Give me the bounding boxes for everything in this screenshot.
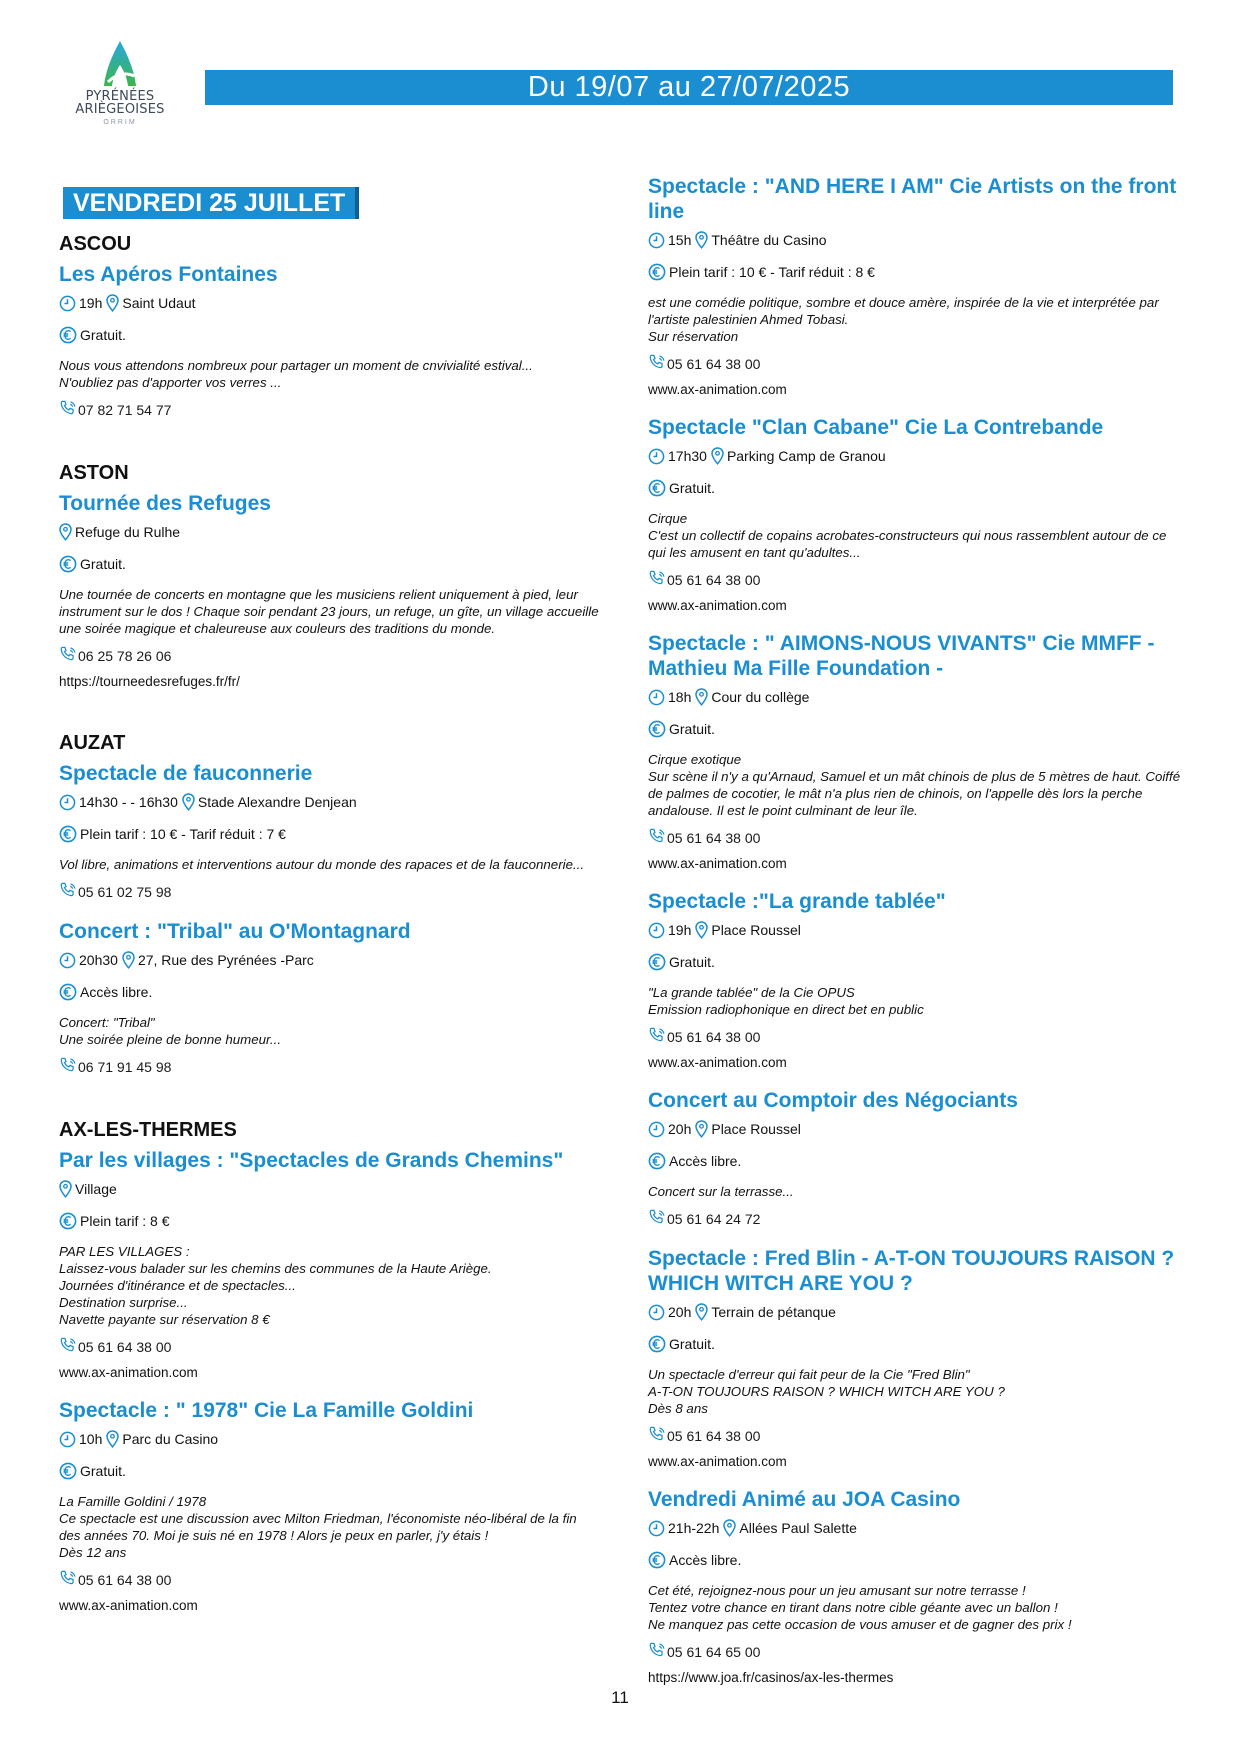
event-place: Allées Paul Salette xyxy=(739,1520,857,1536)
location-pin-icon xyxy=(106,294,119,312)
event-description: PAR LES VILLAGES : Laissez-vous balader sur les chemins des communes de la Haute Ariège. Journées d'itinérance et de spectacles... Destination surprise... Navette payante sur réservation 8 € xyxy=(59,1244,492,1327)
section-gap xyxy=(59,1094,599,1118)
event-title: Spectacle de fauconnerie xyxy=(59,762,313,785)
event-website-link[interactable]: www.ax-animation.com xyxy=(59,1598,198,1613)
event-price-row xyxy=(648,719,1182,739)
event-when-where xyxy=(59,1429,599,1449)
event-price-row xyxy=(648,262,1182,282)
event-description: Nous vous attendons nombreux pour partager un moment de cnvivialité estival... N'oubliez pas d'apporter vos verres ... xyxy=(59,358,533,390)
event-website-link[interactable]: www.ax-animation.com xyxy=(648,1454,787,1469)
event-time: 17h30 xyxy=(668,448,707,464)
event-when-where xyxy=(59,1179,599,1199)
event-title: Par les villages : "Spectacles de Grands Chemins" xyxy=(59,1149,564,1172)
event-phone-row xyxy=(59,399,599,421)
event-phone-row xyxy=(648,353,1182,375)
event-price: Plein tarif : 8 € xyxy=(80,1213,170,1229)
location-pin-icon xyxy=(122,951,135,969)
event-place: Cour du collège xyxy=(711,689,810,705)
event-price: Plein tarif : 10 € - Tarif réduit : 7 € xyxy=(80,826,286,842)
town-heading: AX-LES-THERMES xyxy=(59,1119,237,1141)
event-when-where xyxy=(648,230,1182,250)
event-phone[interactable]: 07 82 71 54 77 xyxy=(78,402,172,418)
event-phone-row xyxy=(59,881,599,903)
euro-icon xyxy=(648,953,666,971)
event-when-where xyxy=(648,446,1182,466)
event-description: Cirque C'est un collectif de copains acrobates-constructeurs qui nous rassemblent autour de ce qui les amusent en tant qu'adultes... xyxy=(648,511,1167,560)
euro-icon xyxy=(648,263,666,281)
event-price-row xyxy=(59,325,599,345)
event-item xyxy=(59,761,599,903)
event-item xyxy=(59,491,599,691)
event-place: Saint Udaut xyxy=(122,295,196,311)
event-phone-row xyxy=(59,1056,599,1078)
day-heading: VENDREDI 25 JUILLET xyxy=(63,187,355,219)
event-when-where xyxy=(59,293,599,313)
location-pin-icon xyxy=(695,231,708,249)
clock-icon xyxy=(59,1431,76,1448)
clock-icon xyxy=(648,689,665,706)
location-pin-icon xyxy=(59,523,72,541)
event-title: Les Apéros Fontaines xyxy=(59,263,278,286)
phone-icon xyxy=(648,1208,667,1230)
event-title: Concert au Comptoir des Négociants xyxy=(648,1089,1018,1112)
event-website-link[interactable]: www.ax-animation.com xyxy=(648,598,787,613)
phone-icon xyxy=(648,353,667,375)
event-price-row xyxy=(59,554,599,574)
logo-mark-icon xyxy=(98,38,142,90)
event-time: 20h xyxy=(668,1121,692,1137)
event-description: Cet été, rejoignez-nous pour un jeu amusant sur notre terrasse ! Tentez votre chance en tirant dans notre cible géante avec un ballon ! Ne manquez pas cette occasion de vous amuser et de gagner des prix ! xyxy=(648,1583,1072,1632)
event-time: 18h xyxy=(668,689,692,705)
town-heading: AUZAT xyxy=(59,732,126,754)
event-place: Place Roussel xyxy=(711,1121,801,1137)
event-price: Gratuit. xyxy=(669,721,715,737)
location-pin-icon xyxy=(723,1519,736,1537)
event-title: Spectacle : Fred Blin - A-T-ON TOUJOURS RAISON ? WHICH WITCH ARE YOU ? xyxy=(648,1247,1175,1295)
phone-icon xyxy=(648,569,667,591)
page-number: 11 xyxy=(611,1688,629,1707)
event-phone[interactable]: 05 61 64 65 00 xyxy=(667,1644,761,1660)
euro-icon xyxy=(59,1462,77,1480)
phone-icon xyxy=(59,645,78,667)
event-phone-row xyxy=(59,1569,599,1591)
event-price-row xyxy=(59,1461,599,1481)
event-item xyxy=(648,415,1182,615)
clock-icon xyxy=(59,295,76,312)
event-phone-row xyxy=(648,569,1182,591)
event-item xyxy=(59,1148,599,1382)
section-gap xyxy=(59,707,599,731)
location-pin-icon xyxy=(695,1120,708,1138)
event-phone[interactable]: 05 61 64 38 00 xyxy=(667,572,761,588)
clock-icon xyxy=(648,1304,665,1321)
phone-icon xyxy=(59,881,78,903)
location-pin-icon xyxy=(106,1430,119,1448)
event-phone[interactable]: 05 61 64 24 72 xyxy=(667,1211,761,1227)
euro-icon xyxy=(59,983,77,1001)
event-description: Vol libre, animations et interventions autour du monde des rapaces et de la fauconnerie... xyxy=(59,857,585,872)
left-column xyxy=(59,232,599,1631)
date-range-banner: Du 19/07 au 27/07/2025 xyxy=(205,70,1173,105)
event-time: 20h30 xyxy=(79,952,118,968)
event-place: Parc du Casino xyxy=(122,1431,219,1447)
event-website-link[interactable]: www.ax-animation.com xyxy=(59,1365,198,1380)
section-gap xyxy=(59,437,599,461)
event-when-where xyxy=(648,687,1182,707)
euro-icon xyxy=(648,720,666,738)
event-price: Gratuit. xyxy=(80,1463,126,1479)
event-when-where xyxy=(648,920,1182,940)
event-phone-row xyxy=(648,1425,1182,1447)
event-price-row xyxy=(59,824,599,844)
phone-icon xyxy=(59,1056,78,1078)
event-description: La Famille Goldini / 1978 Ce spectacle est une discussion avec Milton Friedman, l'économiste néo-libéral de la fin des années 70. Moi je suis né en 1978 ! Alors je peux en parler, j'y étais ! Dès 12 ans xyxy=(59,1494,577,1560)
event-time: 19h xyxy=(79,295,103,311)
event-price: Plein tarif : 10 € - Tarif réduit : 8 € xyxy=(669,264,875,280)
event-item xyxy=(648,174,1182,399)
clock-icon xyxy=(648,1121,665,1138)
event-place: Parking Camp de Granou xyxy=(726,448,886,464)
event-when-where xyxy=(648,1518,1182,1538)
event-price: Gratuit. xyxy=(80,556,126,572)
event-price-row xyxy=(648,952,1182,972)
event-title: Vendredi Animé au JOA Casino xyxy=(648,1488,961,1511)
event-phone[interactable]: 05 61 64 38 00 xyxy=(667,830,761,846)
event-title: Spectacle :"La grande tablée" xyxy=(648,890,946,913)
clock-icon xyxy=(648,232,665,249)
event-place: Village xyxy=(75,1181,117,1197)
event-phone[interactable]: 06 71 91 45 98 xyxy=(78,1059,172,1075)
event-price: Gratuit. xyxy=(669,954,715,970)
event-title: Spectacle : "AND HERE I AM" Cie Artists on the front line xyxy=(648,175,1177,223)
event-phone[interactable]: 05 61 02 75 98 xyxy=(78,884,172,900)
event-website-link[interactable]: www.ax-animation.com xyxy=(648,1055,787,1070)
euro-icon xyxy=(59,326,77,344)
event-time: 21h-22h xyxy=(668,1520,720,1536)
clock-icon xyxy=(59,952,76,969)
event-phone-row xyxy=(648,1208,1182,1230)
event-phone[interactable]: 05 61 64 38 00 xyxy=(667,356,761,372)
event-place: Refuge du Rulhe xyxy=(75,524,181,540)
event-website-link[interactable]: www.ax-animation.com xyxy=(648,382,787,397)
event-price: Gratuit. xyxy=(80,327,126,343)
event-price: Accès libre. xyxy=(669,1153,742,1169)
logo-line-1: PYRÉNÉES xyxy=(85,89,155,104)
location-pin-icon xyxy=(59,1180,72,1198)
event-description: "La grande tablée" de la Cie OPUS Emission radiophonique en direct bet en public xyxy=(648,985,924,1017)
phone-icon xyxy=(648,1026,667,1048)
event-description: Concert: "Tribal" Une soirée pleine de bonne humeur... xyxy=(59,1015,282,1047)
clock-icon xyxy=(648,1520,665,1537)
phone-icon xyxy=(59,1336,78,1358)
event-description: Concert sur la terrasse... xyxy=(648,1184,794,1199)
event-time: 20h xyxy=(668,1304,692,1320)
event-title: Tournée des Refuges xyxy=(59,492,271,515)
location-pin-icon xyxy=(695,1303,708,1321)
event-website-link[interactable]: https://www.joa.fr/casinos/ax-les-thermes xyxy=(648,1670,894,1685)
location-pin-icon xyxy=(711,447,724,465)
event-price: Gratuit. xyxy=(669,1336,715,1352)
right-column xyxy=(648,174,1182,1703)
event-phone-row xyxy=(59,1336,599,1358)
event-price-row xyxy=(648,1151,1182,1171)
phone-icon xyxy=(648,827,667,849)
event-item xyxy=(648,889,1182,1072)
event-price-row xyxy=(648,478,1182,498)
event-place: Terrain de pétanque xyxy=(711,1304,836,1320)
event-website-link[interactable]: www.ax-animation.com xyxy=(648,856,787,871)
event-description: Une tournée de concerts en montagne que les musiciens relient uniquement à pied, leur instrument sur le dos ! Chaque soir pendant 23 jours, un refuge, un gîte, un village accueille une soirée magique et chaleureuse aux couleurs des traditions du monde. xyxy=(59,587,599,636)
phone-icon xyxy=(648,1641,667,1663)
event-title: Spectacle : " AIMONS-NOUS VIVANTS" Cie MMFF - Mathieu Ma Fille Foundation - xyxy=(648,632,1155,680)
event-time: 14h30 - - 16h30 xyxy=(79,794,178,810)
logo-line-3: ORRIM xyxy=(103,119,137,126)
euro-icon xyxy=(648,479,666,497)
event-phone[interactable]: 05 61 64 38 00 xyxy=(78,1572,172,1588)
clock-icon xyxy=(648,922,665,939)
event-time: 19h xyxy=(668,922,692,938)
event-title: Spectacle "Clan Cabane" Cie La Contrebande xyxy=(648,416,1104,439)
event-phone-row xyxy=(59,645,599,667)
event-description: Cirque exotique Sur scène il n'y a qu'Arnaud, Samuel et un mât chinois de plus de 5 mètres de haut. Coiffé de palmes de cocotier, le mât n'a plus rien de chinois, on l'appelle dès lors la perche andalouse. Il est le point culminant de leur île. xyxy=(648,752,1181,818)
event-price-row xyxy=(59,1211,599,1231)
event-place: Théâtre du Casino xyxy=(711,232,827,248)
euro-icon xyxy=(59,825,77,843)
euro-icon xyxy=(648,1152,666,1170)
euro-icon xyxy=(648,1335,666,1353)
event-description: est une comédie politique, sombre et douce amère, inspirée de la vie et interprétée par l'artiste palestinien Ahmed Tobasi. Sur réservation xyxy=(648,295,1159,344)
town-heading: ASTON xyxy=(59,462,129,484)
euro-icon xyxy=(59,555,77,573)
event-item xyxy=(648,1487,1182,1687)
event-place: Stade Alexandre Denjean xyxy=(197,794,357,810)
event-description: Un spectacle d'erreur qui fait peur de la Cie "Fred Blin" A-T-ON TOUJOURS RAISON ? WHICH WITCH ARE YOU ? Dès 8 ans xyxy=(648,1367,1005,1416)
event-item xyxy=(59,919,599,1078)
event-time: 10h xyxy=(79,1431,103,1447)
event-when-where xyxy=(648,1119,1182,1139)
event-place: Place Roussel xyxy=(711,922,801,938)
event-title: Concert : "Tribal" au O'Montagnard xyxy=(59,920,411,943)
logo xyxy=(70,38,170,126)
euro-icon xyxy=(648,1551,666,1569)
event-item xyxy=(648,631,1182,873)
clock-icon xyxy=(648,448,665,465)
event-time: 15h xyxy=(668,232,692,248)
event-phone-row xyxy=(648,1641,1182,1663)
event-when-where xyxy=(59,522,599,542)
location-pin-icon xyxy=(182,793,195,811)
event-phone[interactable]: 05 61 64 38 00 xyxy=(78,1339,172,1355)
phone-icon xyxy=(59,1569,78,1591)
event-title: Spectacle : " 1978" Cie La Famille Goldini xyxy=(59,1399,474,1422)
event-price-row xyxy=(648,1334,1182,1354)
location-pin-icon xyxy=(695,921,708,939)
event-item xyxy=(59,262,599,421)
event-when-where xyxy=(59,792,599,812)
event-price: Gratuit. xyxy=(669,480,715,496)
event-phone[interactable]: 06 25 78 26 06 xyxy=(78,648,172,664)
event-phone[interactable]: 05 61 64 38 00 xyxy=(667,1428,761,1444)
euro-icon xyxy=(59,1212,77,1230)
event-item xyxy=(648,1246,1182,1471)
event-price-row xyxy=(59,982,599,1002)
event-price-row xyxy=(648,1550,1182,1570)
event-price: Accès libre. xyxy=(80,984,153,1000)
event-phone-row xyxy=(648,827,1182,849)
event-when-where xyxy=(59,950,599,970)
event-phone-row xyxy=(648,1026,1182,1048)
town-heading: ASCOU xyxy=(59,233,132,255)
location-pin-icon xyxy=(695,688,708,706)
event-website-link[interactable]: https://tourneedesrefuges.fr/fr/ xyxy=(59,674,240,689)
event-phone[interactable]: 05 61 64 38 00 xyxy=(667,1029,761,1045)
event-item xyxy=(648,1088,1182,1230)
event-place: 27, Rue des Pyrénées -Parc xyxy=(137,952,314,968)
clock-icon xyxy=(59,794,76,811)
phone-icon xyxy=(59,399,78,421)
event-when-where xyxy=(648,1302,1182,1322)
event-price: Accès libre. xyxy=(669,1552,742,1568)
logo-line-2: ARIÈGEOISES xyxy=(75,102,165,117)
phone-icon xyxy=(648,1425,667,1447)
event-item xyxy=(59,1398,599,1615)
